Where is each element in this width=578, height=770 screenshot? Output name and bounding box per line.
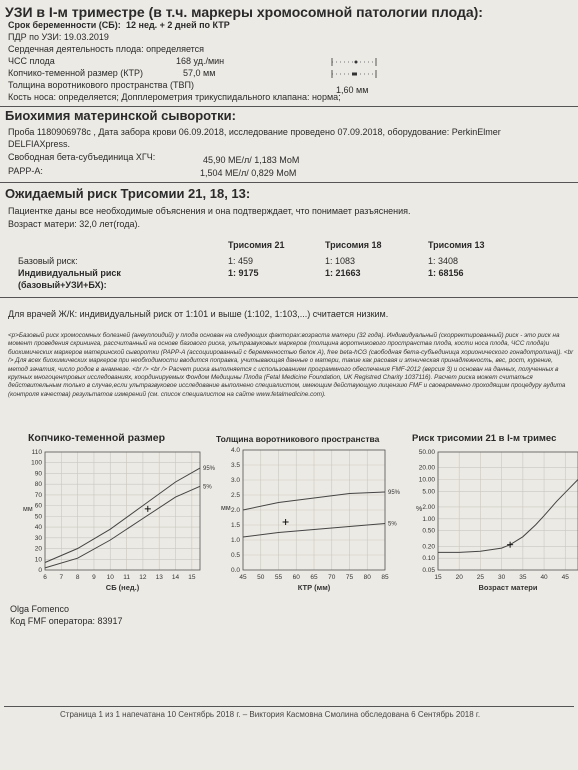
individual-risk-t13: 1: 68156 [428,268,464,278]
x-axis-label: СБ (нед.) [105,583,140,592]
series-label: 5% [203,484,212,491]
sample-line: Проба 1180906978с , Дата забора крови 06.09.2018, исследование проведено 07.09.2018, оборудование: PerkinElmer [8,127,501,137]
y-tick-label: 40 [34,524,42,532]
papp-value: 1,504 МЕ/л/ 0,829 МоМ [200,168,297,178]
y-tick-label: 4.0 [230,447,240,454]
y-tick-label: 3.0 [230,477,240,484]
y-tick-label: 50 [34,513,42,521]
hcg-value: 45,90 МЕ/л/ 1,183 МоМ [203,155,300,165]
x-tick-label: 40 [540,574,548,581]
x-tick-label: 85 [381,574,389,581]
x-tick-label: 55 [274,574,283,581]
papp-label: PAPP-A: [8,166,43,176]
x-tick-label: 70 [328,574,336,581]
x-tick-label: 45 [239,574,247,581]
x-tick-label: 65 [310,574,318,581]
y-tick-label: 80 [34,481,42,489]
series-label: 95% [203,466,216,473]
x-tick-label: 10 [106,574,114,581]
y-axis-label: мм [221,505,231,512]
chart-crl-title: Копчико-теменной размер [28,432,166,444]
report-title: УЗИ в I-м триместре (в т.ч. маркеры хромосомной патологии плода): [5,4,483,20]
y-tick-label: 0.10 [422,555,435,563]
base-risk-t21: 1: 459 [228,256,254,266]
y-tick-label: 10.00 [418,476,435,484]
risk-title: Ожидаемый риск Трисомии 21, 18, 13: [5,186,251,201]
biochem-title: Биохимия материнской сыворотки: [5,108,236,123]
doctor-note: Для врачей Ж/К: индивидуальный риск от 1:101 и выше (1:102, 1:103,...) считается низким. [8,309,389,319]
x-tick-label: 13 [155,574,163,581]
footnote-text: <p>Базовый риск хромосомных болезней (анеуплоидий) у плода основан на следующих факторах:возраста матери (32 года). Индивидуальный (скорректированный) риск - это риск на момент проведения скрининга, рассчитанный на основе базового риска, ультразвуковых маркеров (толщина воротникового пространства плода, кости носа плода, ЧСС плода)и биохимических маркеров материнской сыворотки (PAPP-A (ассоциированный с беременностью белок А), free beta-hCG (свободная бета-субъединица хорионического гонадотропина)). <br /> Для всех биохимических маркеров при необходимости вводится поправка, учитывающая данные о матери, такие как расовая и этническая принадлежность, вес, рост, курение, метод зачатия, число родов в анамнезе. <br /> <br /> Расчет риска выполняется с использованием программного обеспечения FMF-2012 (версия 3) и основан на данных, полученных в крупных многоцентровых исследованиях, координируемых Фондом Медицины Плода (Fetal Medicine Foundation, UK Registred Charity 1037116). Расчет риска может считаться действительным только в случае,если ультразвуковое исследование выполнено специалистом, имеющим действующую лицензию FMF и своевременно проходящим процедуру аудита (контроля качества) результатов измерений (см. список специалистов на сайте www.fetalmedicine.com). [8,332,574,398]
crl-label: Копчико-теменной размер (КТР) [8,68,144,78]
y-tick-label: 10 [34,556,42,564]
x-tick-label: 11 [123,574,130,581]
charts-svg [0,442,578,610]
y-tick-label: 2.0 [230,507,240,514]
y-tick-label: 0.20 [422,543,435,551]
x-tick-label: 9 [92,574,96,581]
y-tick-label: 5.00 [422,488,435,496]
risk-header-t21: Трисомия 21 [228,240,285,250]
y-tick-label: 50.00 [418,449,435,456]
crl-value: 57,0 мм [183,68,216,78]
nt-label: Толщина воротникового пространства (ТВП) [8,80,194,90]
y-tick-label: 20.00 [418,464,435,472]
x-tick-label: 80 [363,574,371,581]
y-tick-label: 0.05 [422,567,435,574]
y-tick-label: 1.5 [230,522,240,529]
y-axis-label: % [416,506,423,513]
operator-code: Код FMF оператора: 83917 [10,616,123,626]
y-tick-label: 0 [38,567,42,574]
individual-risk-t21: 1: 9175 [228,268,259,278]
x-tick-label: 30 [498,574,506,581]
heart-activity: Сердечная деятельность плода: определяется [8,44,205,54]
series-label: 95% [388,490,401,496]
page-footer: Страница 1 из 1 напечатана 10 Сентябрь 2018 г. – Виктория Касмовна Смолина обследована 6 Сентябрь 2018 г. [60,710,481,719]
y-tick-label: 2.00 [422,503,435,511]
ga-value: 12 нед. + 2 дней по КТР [126,20,230,30]
x-tick-label: 15 [188,574,196,581]
operator-name: Olga Fomenco [10,604,70,614]
x-tick-label: 60 [292,574,300,581]
individual-risk-label: Индивидуальный риск [18,268,121,278]
chart-age-title: Риск трисомии 21 в I-м тримес [412,433,557,444]
x-tick-label: 25 [476,574,485,581]
y-tick-label: 20 [34,545,42,553]
individual-risk-t18: 1: 21663 [325,268,361,278]
y-tick-label: 100 [31,459,42,467]
x-tick-label: 50 [257,574,265,581]
range-markers [330,56,380,80]
risk-header-t18: Трисомия 18 [325,240,382,250]
y-tick-label: 90 [34,470,42,478]
x-tick-label: 15 [434,574,442,581]
risk-header-t13: Трисомия 13 [428,240,485,250]
consent-text: Пациентке даны все необходимые объяснения и она подтверждает, что понимает разъяснения. [8,206,411,216]
y-tick-label: 110 [31,449,42,456]
x-tick-label: 45 [561,574,569,581]
y-tick-label: 1.00 [422,515,435,523]
x-axis-label: Возраст матери [478,583,538,592]
x-tick-label: 7 [59,574,64,581]
y-tick-label: 0.0 [230,567,240,574]
chart-crl [23,449,216,592]
y-tick-label: 0.5 [230,552,240,559]
chart-nt-title: Толщина воротникового пространства [216,434,380,444]
chart-age [416,449,578,592]
nasal-bone-line: Кость носа: определяется; Допплерометрия трикуспидального клапана: норма; [8,92,341,102]
y-axis-label: мм [23,506,33,513]
edd: ПДР по УЗИ: 19.03.2019 [8,32,109,42]
nt-value: 1,60 мм [336,85,369,95]
base-risk-t13: 1: 3408 [428,256,459,266]
x-tick-label: 14 [171,574,180,581]
y-tick-label: 0.50 [422,527,435,535]
fhr-value: 168 уд./мин [176,56,225,66]
y-tick-label: 60 [34,502,42,510]
ga-label: Срок беременности (СБ): [8,20,121,30]
individual-risk-label-2: (базовый+УЗИ+БХ): [18,280,107,290]
y-tick-label: 1.0 [230,537,240,544]
y-tick-label: 70 [34,491,42,499]
chart-nt [221,447,401,592]
x-tick-label: 6 [43,574,47,581]
y-tick-label: 2.5 [230,492,240,499]
x-tick-label: 35 [519,574,527,581]
x-tick-label: 20 [455,574,463,581]
x-tick-label: 12 [139,574,147,581]
x-tick-label: 8 [75,574,80,581]
series-label: 5% [388,521,397,528]
x-tick-label: 75 [345,574,354,581]
sample-line-2: DELFIAXpress. [8,139,71,149]
y-tick-label: 30 [34,534,42,542]
x-axis-label: КТР (мм) [297,583,331,592]
maternal-age: Возраст матери: 32,0 лет(года). [8,219,140,229]
base-risk-label: Базовый риск: [18,256,78,266]
hcg-label: Свободная бета-субъединица ХГЧ: [8,152,156,162]
base-risk-t18: 1: 1083 [325,256,356,266]
fhr-label: ЧСС плода [8,56,55,66]
y-tick-label: 3.5 [230,462,240,469]
